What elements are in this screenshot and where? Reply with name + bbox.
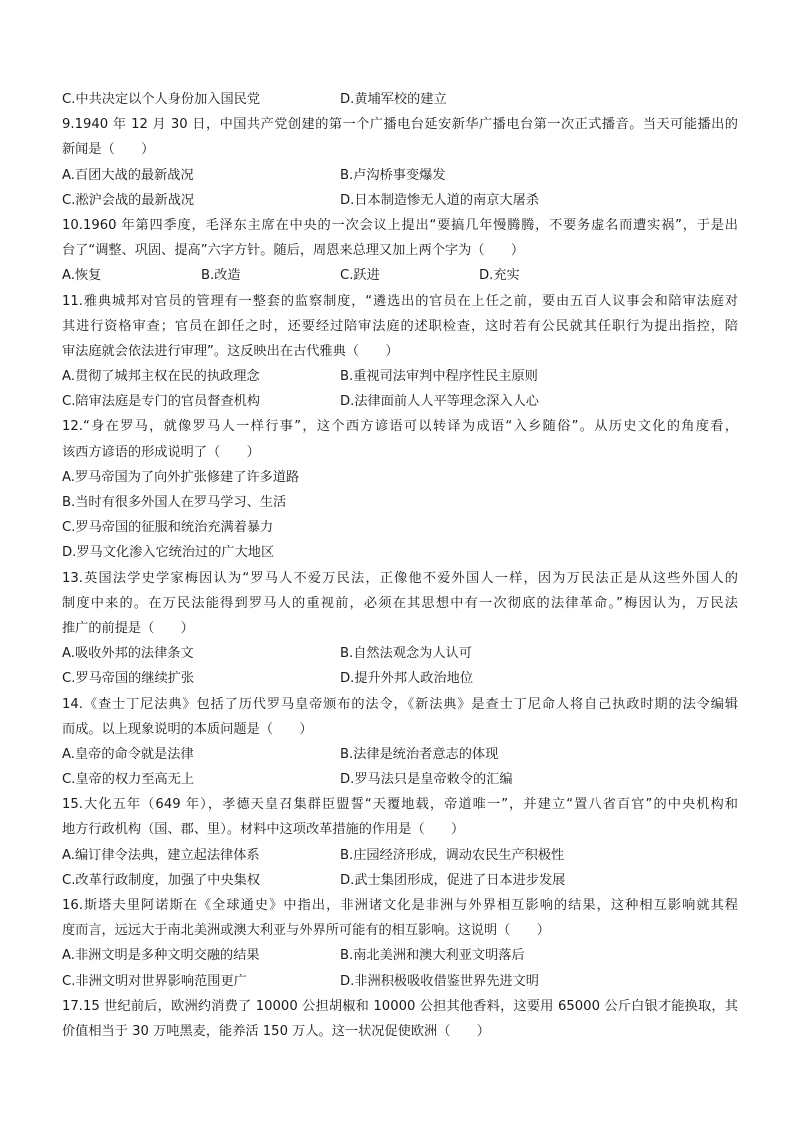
q14-stem-line-2: 而成。以上现象说明的本质问题是（ ） — [62, 721, 313, 737]
q12-option-a: A.罗马帝国为了向外扩张修建了许多道路 — [62, 469, 300, 485]
q9-option-a: A.百团大战的最新战况 — [62, 167, 194, 183]
q14-option-d: D.罗马法只是皇帝敕令的汇编 — [340, 772, 513, 788]
q10-option-d: D.充实 — [479, 268, 520, 284]
q15-stem-line-2: 地方行政机构（国、郡、里）。材料中这项改革措施的作用是（ ） — [62, 822, 465, 838]
q10-options — [62, 263, 738, 288]
q16-stem-line-1: 16.斯塔夫里阿诺斯在《全球通史》中指出，非洲诸文化是非洲与外界相互影响的结果，这种相互影响就其程 — [62, 898, 738, 913]
q11-options-cd — [62, 389, 738, 414]
q9-options-ab — [62, 163, 738, 188]
q11-option-a: A.贯彻了城邦主权在民的执政理念 — [62, 369, 260, 385]
q16-stem-line-2: 度而言，远远大于南北美洲或澳大利亚与外界所可能有的相互影响。这说明（ ） — [62, 923, 550, 939]
q9-stem-line-2: 新闻是（ ） — [62, 142, 155, 158]
q12-option-c: C.罗马帝国的征服和统治充满着暴力 — [62, 520, 274, 536]
q10-option-a: A.恢复 — [62, 268, 102, 284]
q11-option-c: C.陪审法庭是专门的官员督查机构 — [62, 394, 261, 410]
q16-option-c: C.非洲文明对世界影响范围更广 — [62, 973, 247, 989]
q11-option-d: D.法律面前人人平等理念深入人心 — [340, 394, 539, 410]
q10-option-c: C.跃进 — [340, 268, 380, 284]
q13-option-c: C.罗马帝国的继续扩张 — [62, 671, 195, 687]
q15-stem-line-1: 15.大化五年（649 年），孝德天皇召集群臣盟誓“天覆地载，帝道唯一”，并建立“置八省百官”的中央机构和 — [62, 797, 738, 813]
q12-stem-line-1: 12.“身在罗马，就像罗马人一样行事”，这个西方谚语可以转译为成语“入乡随俗”。从历史文化的角度看， — [62, 419, 738, 435]
q13-options-cd — [62, 666, 738, 691]
q13-option-a: A.吸收外邦的法律条文 — [62, 646, 194, 662]
q11-options-ab — [62, 364, 738, 389]
q16-options-ab — [62, 943, 738, 968]
q9-option-c: C.淞沪会战的最新战况 — [62, 192, 195, 208]
q15-options-cd — [62, 868, 738, 893]
q9-stem-line-1: 9.1940 年 12 月 30 日，中国共产党创建的第一个广播电台延安新华广播电台第一次正式播音。当天可能播出的 — [62, 117, 738, 133]
q16-option-d: D.非洲积极吸收借鉴世界先进文明 — [340, 973, 539, 989]
q13-option-d: D.提升外邦人政治地位 — [340, 671, 474, 687]
q8-option-d: D.黄埔军校的建立 — [340, 92, 447, 107]
question-list — [62, 87, 738, 1044]
q15-option-c: C.改革行政制度，加强了中央集权 — [62, 872, 261, 888]
q10-stem-line-2: 台了“调整、巩固、提高”六字方针。随后，周恩来总理又加上两个字为（ ） — [62, 243, 525, 259]
q9-options-cd — [62, 188, 738, 213]
q16-options-cd — [62, 969, 738, 994]
q10-stem-line-1: 10.1960 年第四季度，毛泽东主席在中央的一次会议上提出“要搞几年慢腾腾，不要务虚名而遭实祸”，于是出 — [62, 217, 738, 233]
q10-option-b: B.改造 — [201, 268, 241, 284]
q14-option-c: C.皇帝的权力至高无上 — [62, 772, 195, 788]
q11-stem-line-2: 其进行资格审查；官员在卸任之时，还要经过陪审法庭的述职检查，这时若有公民就其任职行为提出指控，陪 — [62, 318, 738, 334]
q8-options — [62, 87, 738, 112]
q17-stem-line-1: 17.15 世纪前后，欧洲约消费了 10000 公担胡椒和 10000 公担其他香料，这要用 65000 公斤白银才能换取，其 — [62, 998, 738, 1014]
q9-option-b: B.卢沟桥事变爆发 — [340, 167, 446, 183]
q16-option-b: B.南北美洲和澳大利亚文明落后 — [340, 948, 525, 964]
q15-options-ab — [62, 843, 738, 868]
q13-options-ab — [62, 641, 738, 666]
q11-stem-line-3: 审法庭就会依法进行审理”。这反映出在古代雅典（ ） — [62, 343, 399, 359]
q13-stem-line-3: 推广的前提是（ ） — [62, 620, 194, 636]
q12-option-b: B.当时有很多外国人在罗马学习、生活 — [62, 495, 287, 510]
q15-option-d: D.武士集团形成，促进了日本进步发展 — [340, 872, 566, 888]
q9-option-d: D.日本制造惨无人道的南京大屠杀 — [340, 192, 539, 208]
q11-stem-line-1: 11.雅典城邦对官员的管理有一整套的监察制度，“遴选出的官员在上任之前，要由五百人议事会和陪审法庭对 — [62, 293, 738, 309]
q14-options-ab — [62, 742, 738, 767]
q11-option-b: B.重视司法审判中程序性民主原则 — [340, 369, 538, 385]
q15-option-a: A.编订律令法典，建立起法律体系 — [62, 847, 260, 863]
q13-stem-line-2: 制度中来的。在万民法能得到罗马人的重视前，必须在其思想中有一次彻底的法律革命。”梅因认为，万民法 — [62, 595, 738, 611]
q13-stem-line-1: 13.英国法学史学家梅因认为“罗马人不爱万民法，正像他不爱外国人一样，因为万民法正是从这些外国人的 — [62, 570, 738, 586]
q12-option-d: D.罗马文化渗入它统治过的广大地区 — [62, 545, 275, 561]
q8-option-c: C.中共决定以个人身份加入国民党 — [62, 92, 261, 107]
q17-stem-line-2: 价值相当于 30 万吨黑麦，能养活 150 万人。这一状况促使欧洲（ ） — [62, 1023, 490, 1039]
q14-option-b: B.法律是统治者意志的体现 — [340, 746, 499, 762]
q12-stem-line-2: 该西方谚语的形成说明了（ ） — [62, 444, 260, 460]
q15-option-b: B.庄园经济形成，调动农民生产积极性 — [340, 847, 565, 863]
q16-option-a: A.非洲文明是多种文明交融的结果 — [62, 948, 260, 964]
q13-option-b: B.自然法观念为人认可 — [340, 646, 472, 662]
q14-options-cd — [62, 767, 738, 792]
q14-option-a: A.皇帝的命令就是法律 — [62, 746, 194, 762]
q14-stem-line-1: 14.《查士丁尼法典》包括了历代罗马皇帝颁布的法令，《新法典》是查士丁尼命人将自己执政时期的法令编辑 — [62, 696, 738, 712]
